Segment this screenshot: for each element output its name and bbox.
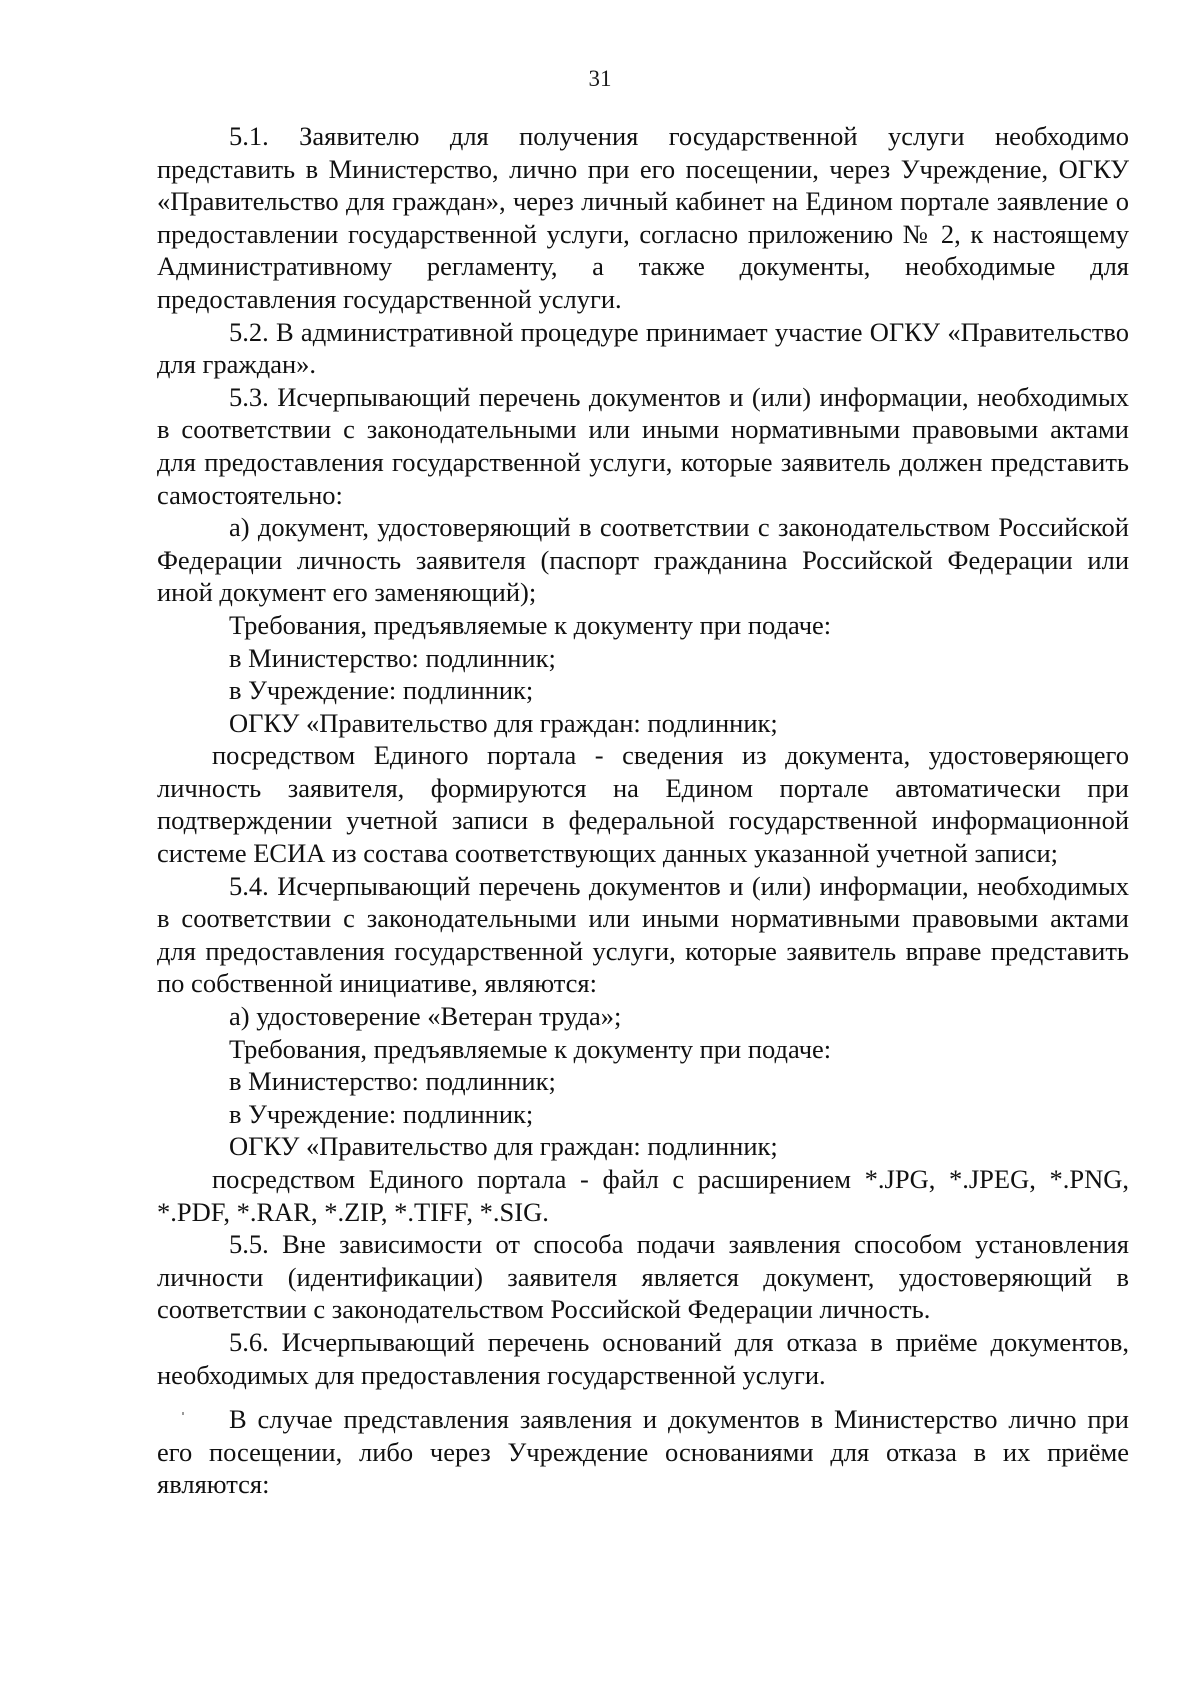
requirement-ministry: в Министерство: подлинник; [229,642,556,673]
paragraph-5-4-a: а) удостоверение «Ветеран труда»; [229,1001,622,1032]
requirement-ogku-2: ОГКУ «Правительство для граждан: подлинник; [229,1131,778,1162]
paragraph-5-6: 5.6. Исчерпывающий перечень оснований для отказа в приёме документов, необходимых для предоставления государственной услуги. [157,1326,1129,1390]
paragraph-5-3-a: а) документ, удостоверяющий в соответствии с законодательством Российской Федерации личность заявителя (паспорт гражданина Российской Федерации или иной документ его заменяющий); [157,512,1129,608]
requirement-portal: посредством Единого портала - сведения из документа, удостоверяющего личность заявителя, формируются на Едином портале автоматически при подтверждении учетной записи в федеральной государственной информационной системе ЕСИА из состава соответствующих данных указанной учетной записи; [157,740,1129,869]
document-body [157,120,1129,1501]
page-number: 31 [588,66,612,91]
paragraph-5-5: 5.5. Вне зависимости от способа подачи заявления способом установления личности (идентификации) заявителя является документ, удостоверяющий в соответствии с законодательством Российской Федерации личность. [157,1229,1129,1325]
requirements-heading: Требования, предъявляемые к документу при подаче: [229,609,832,640]
requirement-institution: в Учреждение: подлинник; [229,675,534,706]
scan-speck [182,1412,184,1415]
requirement-institution-2: в Учреждение: подлинник; [229,1098,534,1129]
requirement-ogku: ОГКУ «Правительство для граждан: подлинник; [229,707,778,738]
paragraph-refusal-grounds: В случае представления заявления и документов в Министерство лично при его посещении, либо через Учреждение основаниями для отказа в их приёме являются: [157,1404,1129,1500]
paragraph-5-1: 5.1. Заявителю для получения государственной услуги необходимо представить в Министерство, лично при его посещении, через Учреждение, ОГКУ «Правительство для граждан», через личный кабинет на Едином портале заявление о предоставлении государственной услуги, согласно приложению № 2, к настоящему Административному регламенту, а также документы, необходимые для предоставления государственной услуги. [157,121,1129,314]
paragraph-5-2: 5.2. В административной процедуре принимает участие ОГКУ «Правительство для граждан». [157,316,1129,380]
paragraph-5-3: 5.3. Исчерпывающий перечень документов и (или) информации, необходимых в соответствии с законодательными или иными нормативными правовыми актами для предоставления государственной услуги, которые заявитель должен представить самостоятельно: [157,381,1129,510]
requirement-portal-2: посредством Единого портала - файл с расширением *.JPG, *.JPEG, *.PNG, *.PDF, *.RAR, *.ZIP, *.TIFF, *.SIG. [157,1164,1129,1227]
requirements-heading-2: Требования, предъявляемые к документу при подаче: [229,1033,832,1064]
requirement-ministry-2: в Министерство: подлинник; [229,1066,556,1097]
paragraph-5-4: 5.4. Исчерпывающий перечень документов и (или) информации, необходимых в соответствии с законодательными или иными нормативными правовыми актами для предоставления государственной услуги, которые заявитель вправе представить по собственной инициативе, являются: [157,870,1129,999]
